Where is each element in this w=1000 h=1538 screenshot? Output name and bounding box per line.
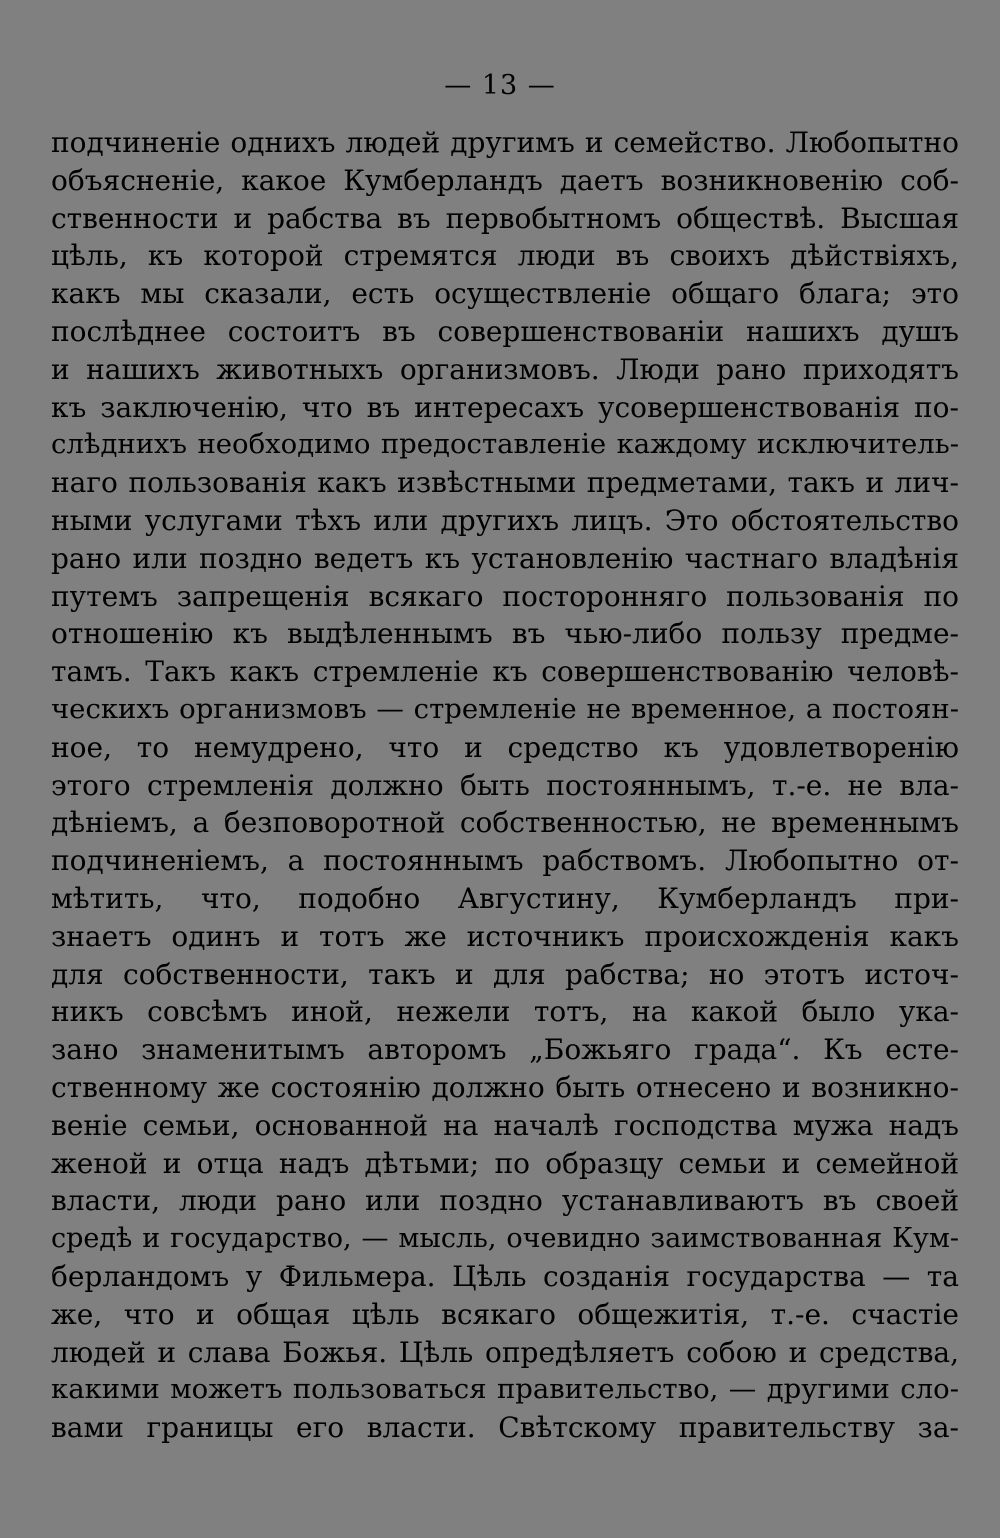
text-line: ственности и рабства въ первобытномъ обществѣ. Высшая [51,201,959,235]
body-text [51,124,959,1447]
text-line: этого стремленія должно быть постояннымъ, т.-е. не вла- [51,768,959,802]
text-line: подчиненіе однихъ людей другимъ и семейство. Любопытно [51,126,959,159]
text-line: къ заключенію, что въ интересахъ усовершенствованія по- [51,390,959,424]
text-line: для собственности, такъ и для рабства; но этотъ источ- [51,957,959,991]
text-line: мѣтить, что, подобно Августину, Кумберландъ при- [51,881,959,915]
text-line: ное, то немудрено, что и средство къ удовлетворенію [51,730,959,764]
text-line: и нашихъ животныхъ организмовъ. Люди рано приходятъ [51,352,959,386]
text-line: же, что и общая цѣль всякаго общежитія, т.-е. счастіе [51,1297,959,1331]
text-line: какими можетъ пользоваться правительство, — другими сло- [51,1373,959,1406]
text-line: отношенію къ выдѣленнымъ въ чью-либо пользу предме- [51,617,959,651]
text-line: путемъ запрещенія всякаго посторонняго пользованія по [51,579,959,613]
text-line: ными услугами тѣхъ или другихъ лицъ. Это обстоятельство [51,503,959,537]
text-line: тамъ. Такъ какъ стремленіе къ совершенствованію человѣ- [51,655,959,689]
text-line: берландомъ у Фильмера. Цѣль созданія государства — та [51,1259,959,1293]
text-line: рано или поздно ведетъ къ установленію частнаго владѣнія [51,541,959,575]
text-line: объясненіе, какое Кумберландъ даетъ возникновенію соб- [51,163,959,197]
text-line: наго пользованія какъ извѣстными предметами, такъ и лич- [51,466,959,500]
text-line: женой и отца надъ дѣтьми; по образцу семьи и семейной [51,1146,959,1180]
text-line: вами границы его власти. Свѣтскому правительству за- [51,1411,959,1445]
text-line: послѣднее состоитъ въ совершенствованіи нашихъ душъ [51,314,959,348]
page-number: — 13 — [444,70,556,101]
text-line: дѣніемъ, а безповоротной собственностью, не временнымъ [51,806,959,840]
text-line: веніе семьи, основанной на началѣ господства мужа надъ [51,1108,959,1142]
text-line: знаетъ одинъ и тотъ же источникъ происхожденія какъ [51,919,959,953]
text-line: власти, люди рано или поздно устанавливаютъ въ своей [51,1184,959,1218]
text-line: ственному же состоянію должно быть отнесено и возникно- [51,1070,959,1104]
text-line: зано знаменитымъ авторомъ „Божьяго града“. Къ есте- [51,1033,959,1067]
text-line: средѣ и государство, — мысль, очевидно заимствованная Кум- [51,1223,959,1255]
text-line: людей и слава Божья. Цѣль опредѣляетъ собою и средства, [51,1335,959,1369]
text-line: подчиненіемъ, а постояннымъ рабствомъ. Любопытно от- [51,844,959,878]
text-line: слѣднихъ необходимо предоставленіе каждому исключитель- [51,428,959,461]
text-line: цѣль, къ которой стремятся люди въ своихъ дѣйствіяхъ, [51,239,959,273]
text-line: никъ совсѣмъ иной, нежели тотъ, на какой было ука- [51,995,959,1029]
text-line: какъ мы сказали, есть осуществленіе общаго блага; это [51,277,959,311]
text-line: ческихъ организмовъ — стремленіе не временное, а постоян- [51,692,959,725]
